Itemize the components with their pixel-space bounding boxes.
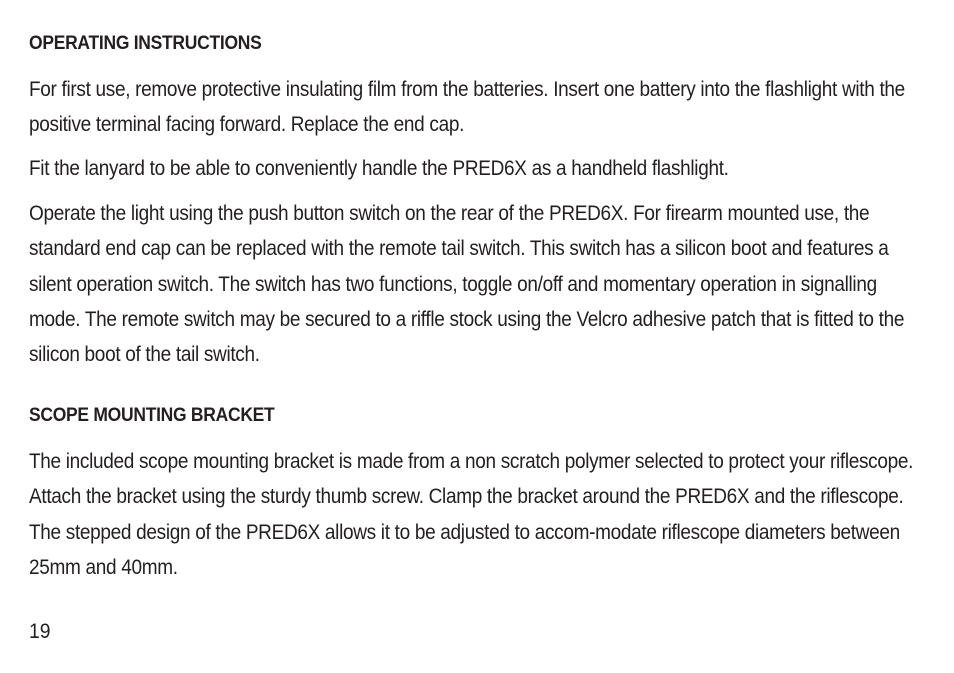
paragraph-switch-operation: Operate the light using the push button switch on the rear of the PRED6X. For firearm mounted use, the standard end cap can be replaced with the remote tail switch. This switch has a silicon boot and features a silent operation switch. The switch has two functions, toggle on/off and momentary operation in signalling mode. The remote switch may be secured to a riffle stock using the Velcro adhesive patch that is fitted to the silicon boot of the tail switch.: [29, 202, 905, 367]
section-heading-scope-mounting-bracket: SCOPE MOUNTING BRACKET: [29, 405, 275, 426]
paragraph-scope-bracket: The included scope mounting bracket is made from a non scratch polymer selected to protect your riflescope. Attach the bracket using the sturdy thumb screw. Clamp the bracket around the PRED6X and the riflescope. The stepped design of the PRED6X allows it to be adjusted to accom-modate riflescope diameters between 25mm and 40mm.: [29, 450, 914, 579]
page-number: 19: [29, 620, 51, 643]
section-heading-operating-instructions: OPERATING INSTRUCTIONS: [29, 33, 262, 54]
paragraph-lanyard: Fit the lanyard to be able to conveniently handle the PRED6X as a handheld flashlight.: [29, 157, 729, 180]
paragraph-battery-insertion: For first use, remove protective insulating film from the batteries. Insert one battery into the flashlight with the positive terminal facing forward. Replace the end cap.: [29, 78, 905, 137]
